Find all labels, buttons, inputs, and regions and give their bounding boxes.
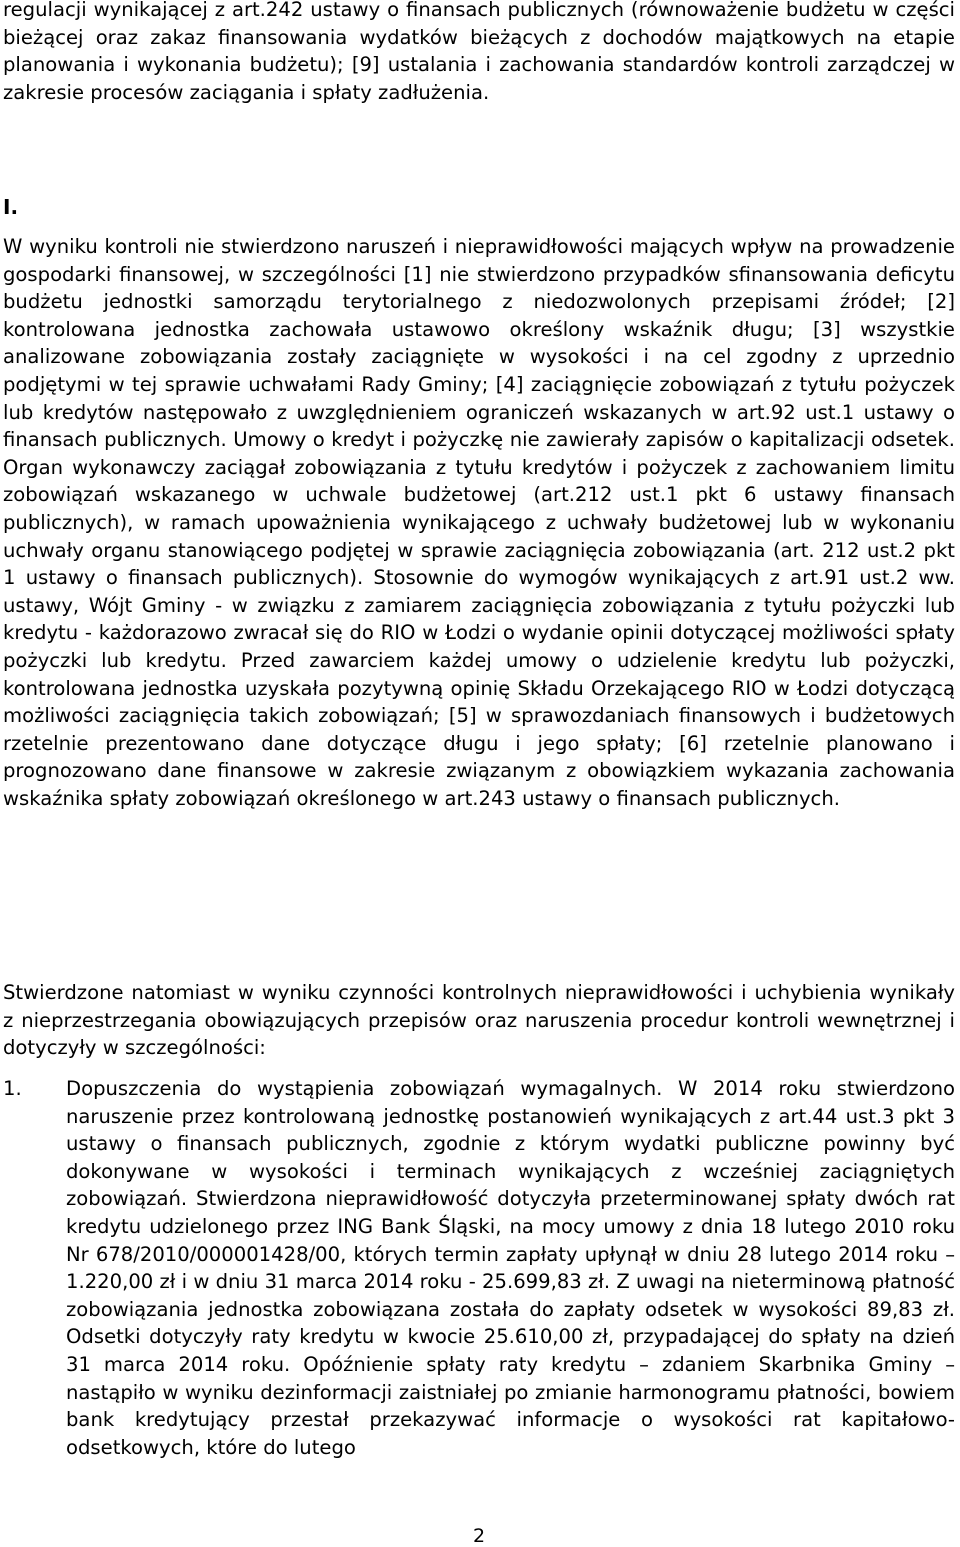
section-heading: I. <box>3 195 19 219</box>
findings-list <box>3 1075 955 1461</box>
main-paragraph: W wyniku kontroli nie stwierdzono naruszeń i nieprawidłowości mających wpływ na prowadzenie gospodarki finansowej, w szczególności [1] nie stwierdzono przypadków sfinansowania deficytu budżetu jednostki samorządu terytorialnego z niedozwolonych przepisami źródeł; [2] kontrolowana jednostka zachowała ustawowo określony wskaźnik długu; [3] wszystkie analizowane zobowiązania zostały zaciągnięte w wysokości i na cel zgodny z uprzednio podjętymi w tej sprawie uchwałami Rady Gminy; [4] zaciągnięcie zobowiązań z tytułu pożyczek lub kredytów następowało z uwzględnieniem ograniczeń wskazanych w art.92 ust.1 ustawy o finansach publicznych. Umowy o kredyt i pożyczkę nie zawierały zapisów o kapitalizacji odsetek. Organ wykonawczy zaciągał zobowiązania z tytułu kredytów i pożyczek z zachowaniem limitu zobowiązań wskazanego w uchwale budżetowej (art.212 ust.1 pkt 6 ustawy finansach publicznych), w ramach upoważnienia wynikającego z uchwały budżetowej lub w wykonaniu uchwały organu stanowiącego podjętej w sprawie zaciągnięcia zobowiązania (art. 212 ust.2 pkt 1 ustawy o finansach publicznych). Stosownie do wymogów wynikających z art.91 ust.2 ww. ustawy, Wójt Gminy - w związku z zamiarem zaciągnięcia zobowiązania z tytułu pożyczki lub kredytu - każdorazowo zwracał się do RIO w Łodzi o wydanie opinii dotyczącej możliwości spłaty pożyczki lub kredytu. Przed zawarciem każdej umowy o udzielenie kredytu lub pożyczki, kontrolowana jednostka uzyskała pozytywną opinię Składu Orzekającego RIO w Łodzi dotyczącą możliwości zaciągnięcia takich zobowiązań; [5] w sprawozdaniach finansowych i budżetowych rzetelnie prezentowano dane dotyczące długu i jego spłaty; [6] rzetelnie planowano i prognozowano dane finansowe w zakresie związanym z obowiązkiem wykazania zachowania wskaźnika spłaty zobowiązań określonego w art.243 ustawy o finansach publicznych. <box>3 235 955 810</box>
list-item-text: Dopuszczenia do wystąpienia zobowiązań wymagalnych. W 2014 roku stwierdzono naruszenie przez kontrolowaną jednostkę postanowień wynikających z art.44 ust.3 pkt 3 ustawy o finansach publicznych, zgodnie z którym wydatki publiczne powinny być dokonywane w wysokości i terminach wynikających z wcześniej zaciągniętych zobowiązań. Stwierdzona nieprawidłowość dotyczyła przeterminowanej spłaty dwóch rat kredytu udzielonego przez ING Bank Śląski, na mocy umowy z dnia 18 lutego 2010 roku Nr 678/2010/000001428/00, których termin zapłaty upłynął w dniu 28 lutego 2014 roku – 1.220,00 zł i w dniu 31 marca 2014 roku - 25.699,83 zł. Z uwagi na nieterminową płatność zobowiązania jednostka zobowiązana została do zapłaty odsetek w wysokości 89,83 zł. Odsetki dotyczyły raty kredytu w kwocie 25.610,00 zł, przypadającej do spłaty na dzień 31 marca 2014 roku. Opóźnienie spłaty raty kredytu – zdaniem Skarbnika Gminy – nastąpiło w wyniku dezinformacji zaistniałej po zmianie harmonogramu płatności, bowiem bank kredytujący przestał przekazywać informacje o wysokości rat kapitałowo-odsetkowych, które do lutego <box>66 1077 955 1459</box>
list-item <box>3 1075 955 1461</box>
page-number: 2 <box>472 1525 486 1547</box>
list-item-number: 1. <box>3 1077 22 1100</box>
findings-paragraph: Stwierdzone natomiast w wyniku czynności kontrolnych nieprawidłowości i uchybienia wynikały z nieprzestrzegania obowiązujących przepisów oraz naruszenia procedur kontroli wewnętrznej i dotyczyły w szczególności: <box>3 981 955 1060</box>
intro-paragraph: regulacji wynikającej z art.242 ustawy o finansach publicznych (równoważenie budżetu w części bieżącej oraz zakaz finansowania wydatków bieżących z dochodów majątkowych na etapie planowania i wykonania budżetu); [9] ustalania i zachowania standardów kontroli zarządczej w zakresie procesów zaciągania i spłaty zadłużenia. <box>3 0 955 104</box>
